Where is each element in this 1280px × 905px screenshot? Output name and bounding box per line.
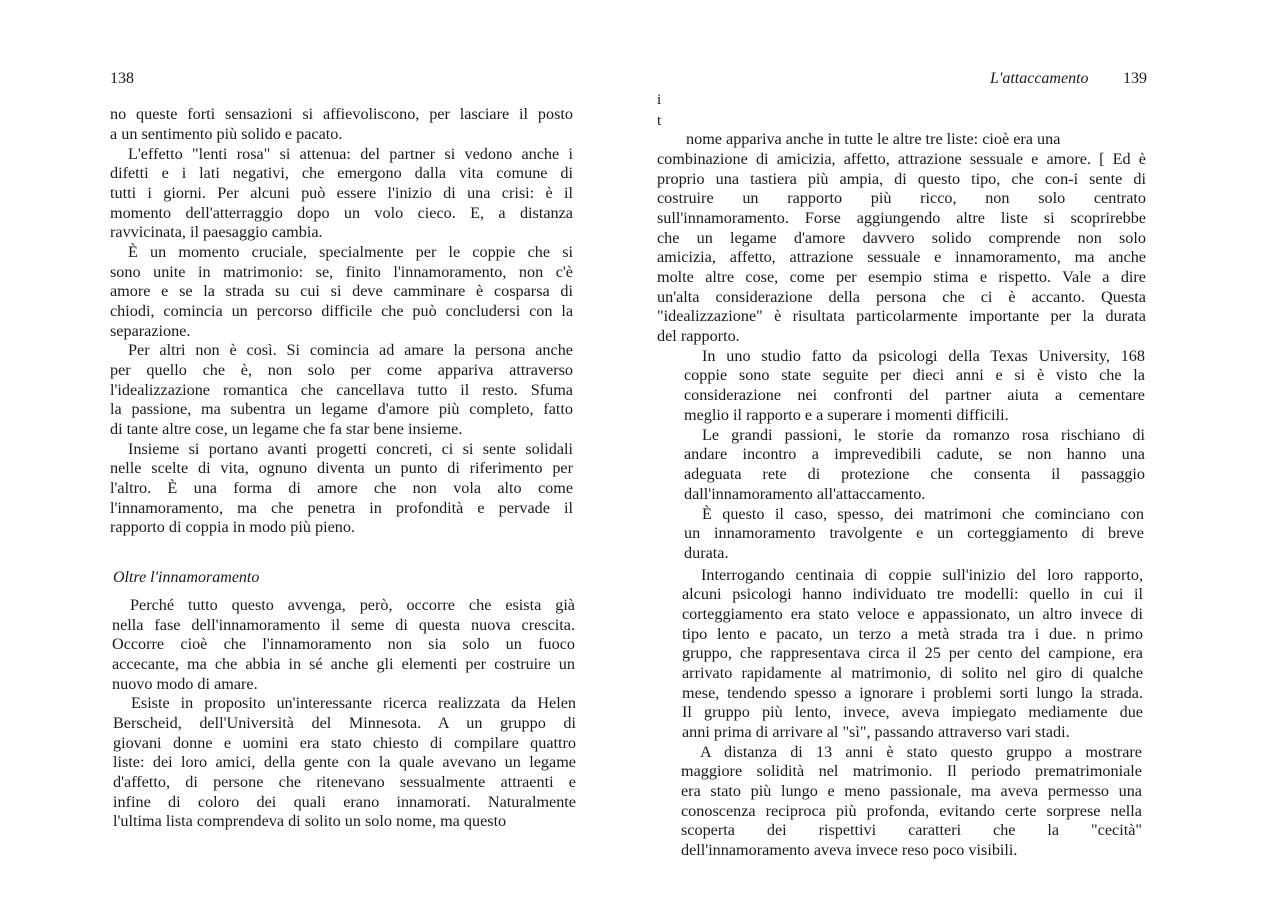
text-line: mese, tendendo spesso a ignorare i problemi sorti lungo la strada. bbox=[682, 684, 1143, 702]
running-head: L'attaccamento bbox=[990, 70, 1089, 87]
text-line: gruppo, che rappresentava circa il 25 per cento del campione, era bbox=[682, 644, 1143, 662]
right-page bbox=[640, 0, 1280, 905]
stray-character: i bbox=[657, 92, 662, 108]
text-line: infine di coloro dei quali erano innamorati. Naturalmente bbox=[113, 793, 576, 811]
text-line: Interrogando centinaia di coppie sull'inizio del loro rapporto, bbox=[701, 566, 1143, 584]
text-line: momento dell'atterraggio dopo un volo cieco. E, a distanza bbox=[110, 204, 573, 222]
text-line: molte altre cose, come per esempio stima e rispetto. Vale a dire bbox=[657, 268, 1146, 286]
text-line: per quello che è, non solo per come appariva attraverso bbox=[110, 361, 573, 379]
text-line: nome appariva anche in tutte le altre tre liste: cioè era una bbox=[686, 130, 1061, 148]
text-line: nella fase dell'innamoramento il seme di questa nuova crescita. bbox=[112, 616, 575, 634]
text-line: conoscenza reciproca più profonda, evitando certe sorprese nella bbox=[681, 802, 1142, 820]
text-line: liste: dei loro amici, della gente con la quale avevano un legame bbox=[113, 753, 576, 771]
text-line: A distanza di 13 anni è stato questo gruppo a mostrare bbox=[700, 743, 1142, 761]
text-line: scoperta dei rispettivi caratteri che la "cecità" bbox=[681, 821, 1142, 839]
text-line: accecante, ma che abbia in sé anche gli elementi per costruire un bbox=[112, 655, 575, 673]
text-line: l'altro. È una forma di amore che non vola alto come bbox=[110, 479, 573, 497]
text-line: Insieme si portano avanti progetti concreti, ci si sente solidali bbox=[128, 440, 573, 458]
text-line: adeguata rete di protezione che consenta il passaggio bbox=[684, 465, 1145, 483]
page-number-right: 139 bbox=[1123, 70, 1147, 87]
text-line: durata. bbox=[684, 544, 729, 562]
text-line: Le grandi passioni, le storie da romanzo rosa rischiano di bbox=[702, 426, 1145, 444]
text-line: meglio il rapporto e a superare i momenti difficili. bbox=[684, 406, 1009, 424]
text-line: che un legame d'amore davvero solido comprende non solo bbox=[657, 229, 1146, 247]
text-line: la passione, ma subentra un legame d'amore più completo, fatto bbox=[110, 400, 573, 418]
text-line: arrivato rapidamente al matrimonio, di solito nel giro di qualche bbox=[682, 664, 1143, 682]
text-line: chiodi, comincia un percorso difficile che può concludersi con la bbox=[110, 302, 573, 320]
text-line: nelle scelte di vita, ognuno diventa un punto di riferimento per bbox=[110, 459, 573, 477]
text-line: andare incontro a imprevedibili cadute, se non hanno una bbox=[684, 445, 1145, 463]
text-line: Berscheid, dell'Università del Minnesota. A un gruppo di bbox=[113, 714, 576, 732]
text-line: separazione. bbox=[110, 322, 191, 340]
text-line: dell'innamoramento aveva invece reso poco visibili. bbox=[681, 841, 1018, 859]
text-line: Perché tutto questo avvenga, però, occorre che esista già bbox=[130, 596, 575, 614]
text-line: no queste forti sensazioni si affievoliscono, per lasciare il posto bbox=[110, 105, 573, 123]
text-line: alcuni psicologi hanno individuato tre modelli: quello in cui il bbox=[682, 585, 1143, 603]
text-line: "idealizzazione" è risultata particolarmente importante per la durata bbox=[657, 307, 1146, 325]
text-line: sono unite in matrimonio: se, finito l'innamoramento, non c'è bbox=[110, 263, 573, 281]
text-line: sull'innamoramento. Forse aggiungendo altre liste si scoprirebbe bbox=[657, 209, 1146, 227]
text-line: tipo lento e pacato, un terzo a metà strada tra i due. n primo bbox=[682, 625, 1143, 643]
text-line: amore e se la strada su cui si deve camminare è cosparsa di bbox=[110, 282, 573, 300]
text-line: ravvicinata, il paesaggio cambia. bbox=[110, 223, 323, 241]
text-line: proprio una tastiera più ampia, di questo tipo, che con-i sente di bbox=[657, 170, 1146, 188]
text-line: d'affetto, di persone che ritenevano sessualmente attraenti e bbox=[113, 773, 576, 791]
text-line: In uno studio fatto da psicologi della Texas University, 168 bbox=[702, 347, 1145, 365]
text-line: Occorre cioè che l'innamoramento non sia solo un fuoco bbox=[112, 635, 575, 653]
text-line: coppie sono state seguite per dieci anni e si è visto che la bbox=[684, 366, 1145, 384]
text-line: l'ultima lista comprendeva di solito un solo nome, ma questo bbox=[113, 812, 507, 830]
text-line: Il gruppo più lento, invece, aveva impiegato mediamente due bbox=[682, 703, 1143, 721]
text-line: l'idealizzazione romantica che cancellava tutto il resto. Sfuma bbox=[110, 381, 573, 399]
text-line: un'alta considerazione della persona che ci è accanto. Questa bbox=[657, 288, 1146, 306]
section-heading: Oltre l'innamoramento bbox=[113, 569, 260, 586]
text-line: dall'innamoramento all'attaccamento. bbox=[684, 485, 926, 503]
text-line: era stato più lungo e meno passionale, ma aveva permesso una bbox=[681, 782, 1142, 800]
text-line: Per altri non è così. Si comincia ad amare la persona anche bbox=[128, 341, 573, 359]
text-line: L'effetto "lenti rosa" si attenua: del partner si vedono anche i bbox=[128, 145, 573, 163]
text-line: considerazione nei confronti del partner aiuta a cementare bbox=[684, 386, 1145, 404]
text-line: del rapporto. bbox=[657, 327, 740, 345]
text-line: È questo il caso, spesso, dei matrimoni che cominciano con bbox=[702, 505, 1144, 523]
text-line: costruire un rapporto più ricco, non solo centrato bbox=[657, 189, 1146, 207]
text-line: di tante altre cose, un legame che fa star bene insieme. bbox=[110, 420, 463, 438]
text-line: giovani donne e uomini era stato chiesto di compilare quattro bbox=[113, 734, 576, 752]
text-line: anni prima di arrivare al "sì", passando attraverso vari stadi. bbox=[682, 723, 1070, 741]
text-line: l'innamoramento, ma che penetra in profondità e pervade il bbox=[110, 499, 573, 517]
text-line: a un sentimento più solido e pacato. bbox=[110, 125, 343, 143]
text-line: tutti i giorni. Per alcuni può essere l'inizio di una crisi: è il bbox=[110, 184, 573, 202]
stray-character: t bbox=[657, 113, 662, 129]
text-line: maggiore solidità nel matrimonio. Il periodo prematrimoniale bbox=[681, 762, 1142, 780]
text-line: combinazione di amicizia, affetto, attrazione sessuale e amore. [ Ed è bbox=[657, 150, 1146, 168]
text-line: rapporto di coppia in modo più pieno. bbox=[110, 518, 356, 536]
text-line: difetti e i lati negativi, che emergono dalla vita comune di bbox=[110, 164, 573, 182]
text-line: amicizia, affetto, attrazione sessuale e innamoramento, ma anche bbox=[657, 248, 1146, 266]
page-number-left: 138 bbox=[110, 70, 134, 87]
text-line: corteggiamento era stato veloce e appassionato, un altro invece di bbox=[682, 605, 1143, 623]
text-line: Esiste in proposito un'interessante ricerca realizzata da Helen bbox=[131, 694, 576, 712]
text-line: È un momento cruciale, specialmente per le coppie che si bbox=[128, 243, 573, 261]
text-line: nuovo modo di amare. bbox=[112, 675, 258, 693]
text-line: un innamoramento travolgente e un corteggiamento di breve bbox=[684, 524, 1144, 542]
